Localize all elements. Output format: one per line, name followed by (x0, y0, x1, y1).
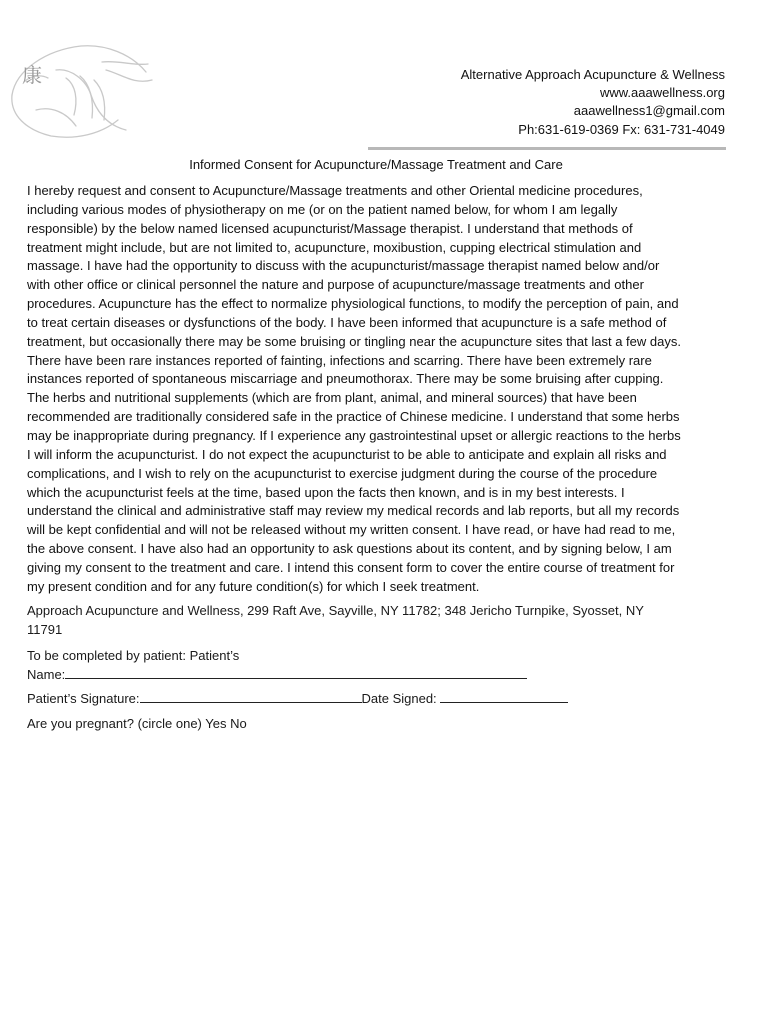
consent-line: instances reported of spontaneous miscarriage and pneumothorax. There may be some bruising after cupping. (27, 371, 664, 387)
signature-row (27, 690, 568, 706)
header-divider (368, 147, 726, 150)
healing-hand-logo-icon (6, 40, 156, 140)
consent-line: including various modes of physiotherapy on me (or on the patient named below, for whom I am legally (27, 201, 618, 217)
address-line-1: Approach Acupuncture and Wellness, 299 Raft Ave, Sayville, NY 11782; 348 Jericho Turnpike, Syosset, NY (27, 603, 644, 618)
consent-line: my present condition and for any future condition(s) for which I seek treatment. (27, 578, 480, 594)
date-signed-label: Date Signed: (361, 691, 437, 706)
patient-name-field[interactable] (65, 666, 527, 679)
consent-paragraph (27, 182, 729, 597)
consent-line: procedures. Acupuncture has the effect to normalize physiological functions, to modify the perception of pain, and (27, 296, 679, 312)
clinic-name: Alternative Approach Acupuncture & Wellness (460, 67, 725, 82)
consent-line: which the acupuncturist feels at the time, based upon the facts then known, and is in my best interests. I (27, 484, 625, 500)
consent-line: massage. I have had the opportunity to discuss with the acupuncturist/massage therapist named below and/or (27, 258, 660, 274)
consent-line: treatment might include, but are not limited to, acupuncture, moxibustion, cupping electrical stimulation and (27, 239, 642, 255)
date-signed-field[interactable] (440, 690, 568, 703)
consent-line: the above consent. I have also had an opportunity to ask questions about its content, and by signing below, I am (27, 541, 672, 557)
clinic-email: aaawellness1@gmail.com (573, 103, 725, 119)
pregnancy-question[interactable]: Are you pregnant? (circle one) Yes No (27, 716, 247, 731)
clinic-header (461, 66, 725, 139)
consent-line: responsible) by the below named licensed acupuncturist/Massage therapist. I understand that methods of (27, 220, 633, 236)
clinic-address (27, 602, 727, 639)
completed-by-label: To be completed by patient: Patient’s (27, 648, 240, 663)
consent-line: I hereby request and consent to Acupuncture/Massage treatments and other Oriental medicine procedures, (27, 183, 643, 198)
consent-line: complications, and I wish to rely on the acupuncturist to exercise judgment during the course of the procedure (27, 465, 658, 481)
consent-line: to treat certain diseases or dysfunctions of the body. I have been informed that acupuncture is a safe method of (27, 314, 667, 330)
signature-label: Patient’s Signature: (27, 691, 140, 706)
name-label: Name: (27, 666, 66, 682)
consent-line: may be inappropriate during pregnancy. If I experience any gastrointestinal upset or allergic reactions to the herbs (27, 427, 681, 443)
address-line-2: 11791 (27, 621, 63, 637)
document-title: Informed Consent for Acupuncture/Massage Treatment and Care (189, 157, 563, 172)
consent-line: The herbs and nutritional supplements (which are from plant, animal, and mineral sources) that have been (27, 390, 637, 406)
logo-glyph: 康 (22, 63, 42, 87)
consent-line: treatment, but occasionally there may be some bruising or tingling near the acupuncture sites that last a few days. (27, 333, 681, 349)
consent-line: understand the clinical and administrative staff may review my medical records and lab reports, but all my records (27, 503, 680, 519)
consent-line: giving my consent to the treatment and care. I intend this consent form to cover the entire course of treatment for (27, 559, 675, 575)
consent-line: will be kept confidential and will not be released without my written consent. I have read, or have had read to me, (27, 522, 676, 538)
consent-line: I will inform the acupuncturist. I do not expect the acupuncturist to be able to anticipate and explain all risks and (27, 446, 667, 462)
clinic-website: www.aaawellness.org (599, 85, 725, 101)
patient-name-section (27, 647, 567, 684)
consent-line: recommended are traditionally considered safe in the practice of Chinese medicine. I understand that some herbs (27, 409, 680, 425)
consent-line: with other office or clinical personnel the nature and purpose of acupuncture/massage treatments and other (27, 277, 644, 293)
clinic-phone-fax: Ph:631-619-0369 Fx: 631-731-4049 (518, 121, 725, 137)
patient-signature-field[interactable] (140, 690, 362, 703)
consent-line: There have been rare instances reported of fainting, infections and scarring. There have been extremely rare (27, 352, 652, 368)
